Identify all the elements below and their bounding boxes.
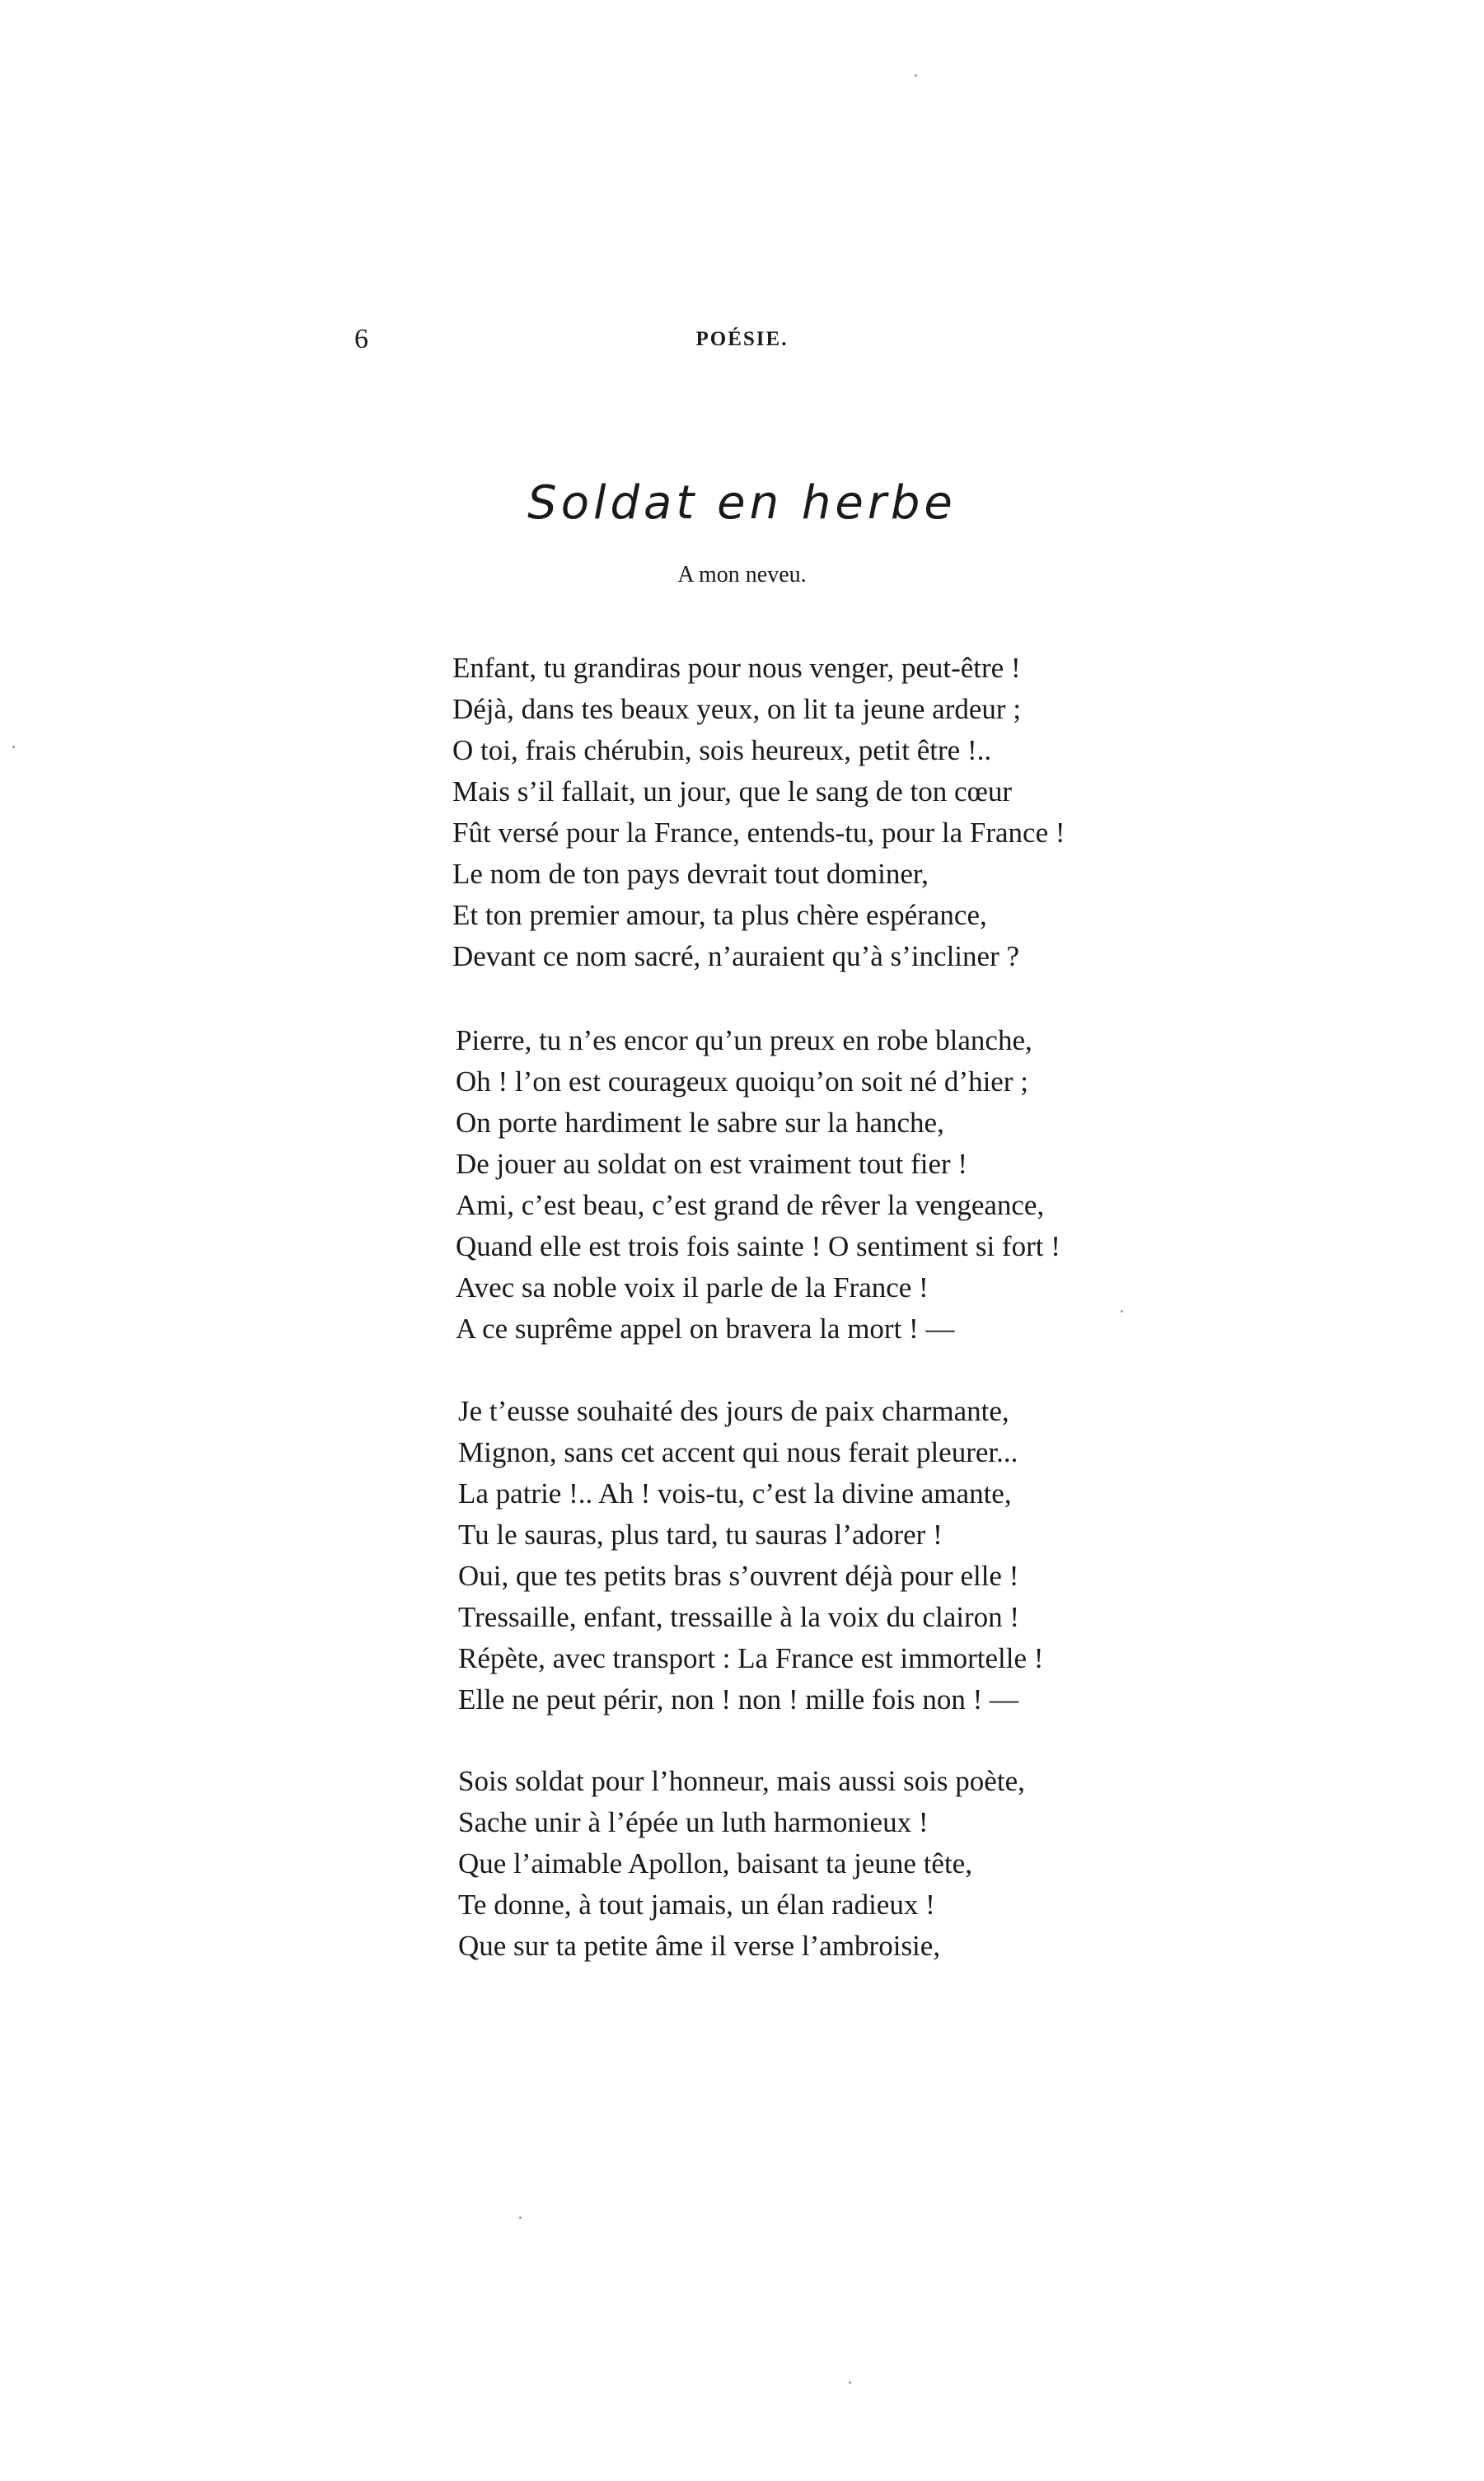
paper-speck bbox=[849, 2381, 851, 2384]
paper-speck bbox=[915, 74, 917, 77]
verse-line: Avec sa noble voix il parle de la France ! bbox=[456, 1271, 929, 1304]
verse-line: Sois soldat pour l’honneur, mais aussi sois poète, bbox=[458, 1765, 1025, 1797]
verse-line: Oui, que tes petits bras s’ouvrent déjà pour elle ! bbox=[458, 1560, 1019, 1592]
verse-line: De jouer au soldat on est vraiment tout fier ! bbox=[456, 1148, 968, 1180]
verse-line: Répète, avec transport : La France est immortelle ! bbox=[458, 1642, 1044, 1674]
poem-title: Soldat en herbe bbox=[527, 475, 957, 530]
verse-line: Déjà, dans tes beaux yeux, on lit ta jeune ardeur ; bbox=[452, 693, 1022, 725]
paper-speck bbox=[1121, 1310, 1123, 1313]
paper-speck bbox=[519, 2217, 522, 2219]
verse-line: Enfant, tu grandiras pour nous venger, peut-être ! bbox=[452, 652, 1021, 684]
verse-line: Fût versé pour la France, entends-tu, pour la France ! bbox=[452, 817, 1065, 849]
stanza-3 bbox=[458, 1391, 1043, 1720]
verse-line: Mais s’il fallait, un jour, que le sang de ton cœur bbox=[452, 775, 1012, 807]
dedication: A mon neveu. bbox=[677, 562, 807, 587]
verse-line: Te donne, à tout jamais, un élan radieux ! bbox=[458, 1889, 935, 1921]
verse-line: Je t’eusse souhaité des jours de paix charmante, bbox=[458, 1395, 1009, 1427]
verse-line: Mignon, sans cet accent qui nous ferait pleurer... bbox=[458, 1436, 1018, 1468]
paper-speck bbox=[12, 746, 15, 748]
verse-line: Que sur ta petite âme il verse l’ambroisie, bbox=[458, 1930, 941, 1962]
verse-line: Quand elle est trois fois sainte ! O sentiment si fort ! bbox=[456, 1230, 1060, 1262]
page-number: 6 bbox=[354, 324, 368, 354]
stanza-1 bbox=[452, 648, 1065, 977]
verse-line: La patrie !.. Ah ! vois-tu, c’est la divine amante, bbox=[458, 1477, 1012, 1510]
verse-line: A ce suprême appel on bravera la mort ! — bbox=[456, 1313, 955, 1345]
verse-line: Que l’aimable Apollon, baisant ta jeune tête, bbox=[458, 1847, 972, 1879]
running-head: POÉSIE. bbox=[695, 328, 789, 350]
verse-line: Ami, c’est beau, c’est grand de rêver la vengeance, bbox=[456, 1189, 1045, 1221]
verse-line: Sache unir à l’épée un luth harmonieux ! bbox=[458, 1806, 929, 1838]
verse-line: Tressaille, enfant, tressaille à la voix du clairon ! bbox=[458, 1601, 1020, 1633]
verse-line: On porte hardiment le sabre sur la hanche, bbox=[456, 1107, 944, 1139]
verse-line: Devant ce nom sacré, n’auraient qu’à s’incliner ? bbox=[452, 940, 1020, 972]
verse-line: Elle ne peut périr, non ! non ! mille fois non ! — bbox=[458, 1683, 1018, 1716]
stanza-4 bbox=[458, 1761, 1025, 1967]
verse-line: Tu le sauras, plus tard, tu sauras l’adorer ! bbox=[458, 1519, 943, 1551]
verse-line: Et ton premier amour, ta plus chère espérance, bbox=[452, 899, 987, 931]
verse-line: Pierre, tu n’es encor qu’un preux en robe blanche, bbox=[456, 1024, 1032, 1056]
verse-line: Oh ! l’on est courageux quoiqu’on soit né d’hier ; bbox=[456, 1065, 1028, 1098]
verse-line: Le nom de ton pays devrait tout dominer, bbox=[452, 858, 929, 890]
verse-line: O toi, frais chérubin, sois heureux, petit être !.. bbox=[452, 734, 992, 766]
stanza-2 bbox=[456, 1020, 1060, 1350]
